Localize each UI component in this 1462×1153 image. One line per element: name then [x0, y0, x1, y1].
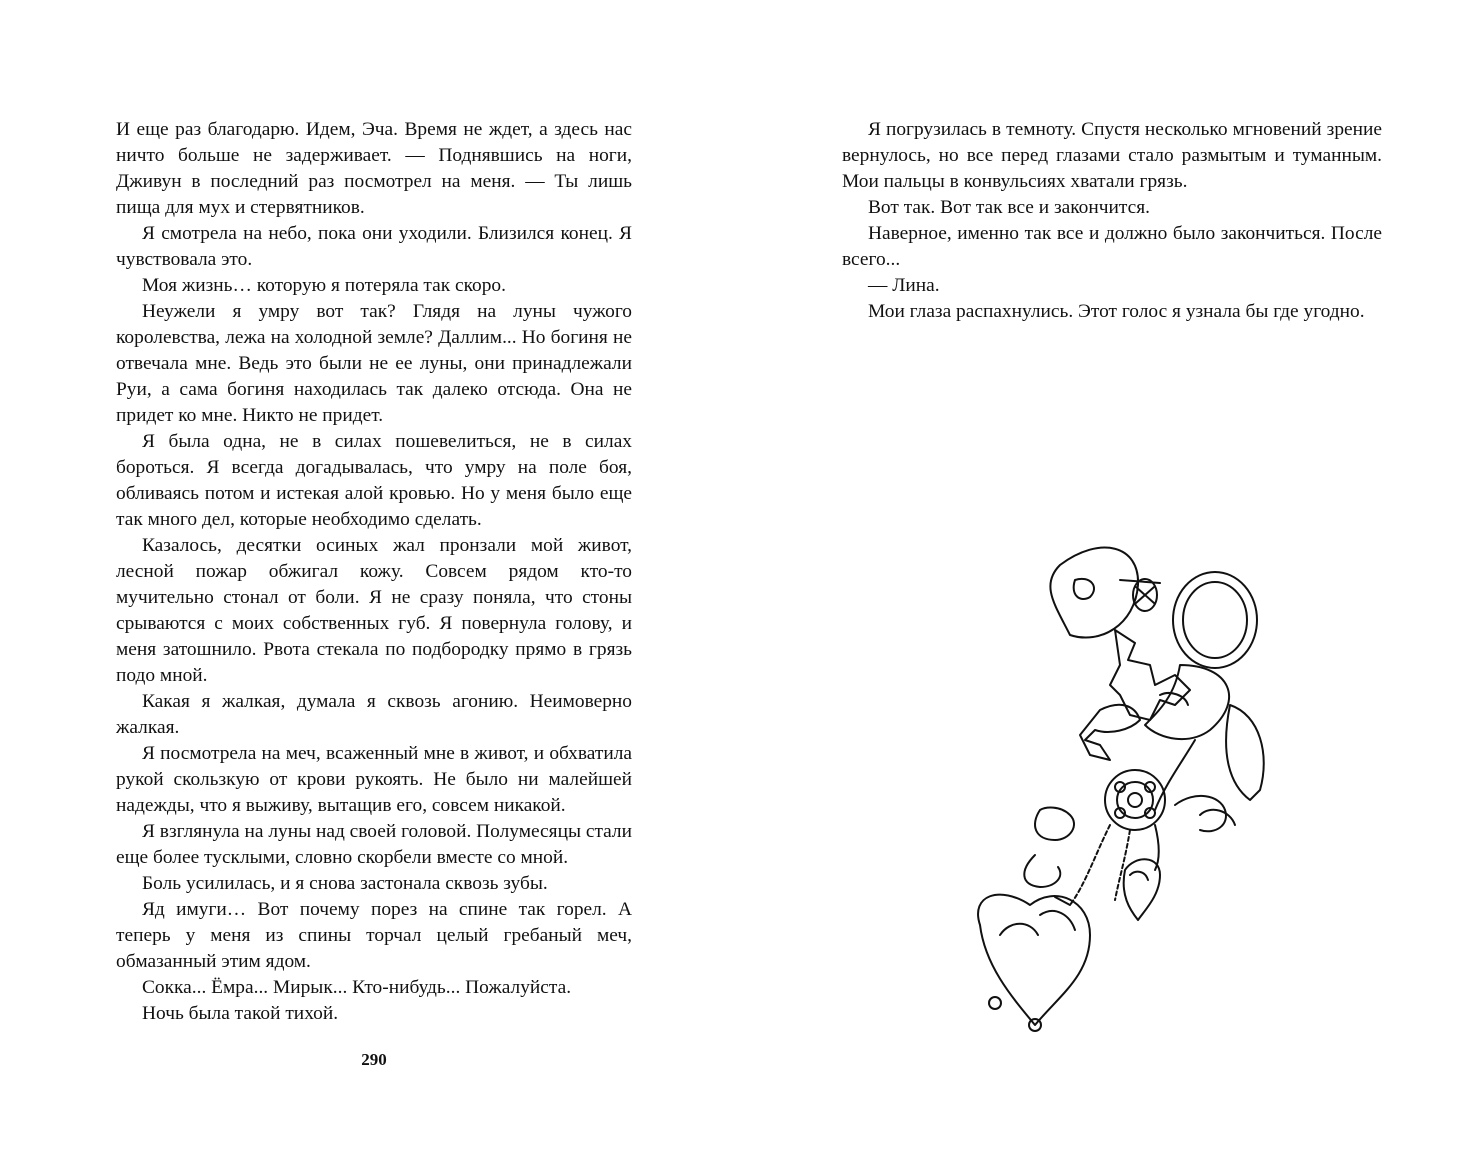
- paragraph: Мои глаза распахнулись. Этот голос я узнала бы где угодно.: [868, 301, 1365, 322]
- paragraph: Я посмотрела на меч, всаженный мне в живот, и обхватила рукой скользкую от крови рукоять. Не было ни малейшей надежды, что я выживу, вытащив его, совсем никакой.: [116, 743, 632, 816]
- paragraph: Боль усилилась, и я снова застонала сквозь зубы.: [142, 873, 548, 894]
- paragraph: Сокка... Ёмра... Мирык... Кто-нибудь... Пожалуйста.: [142, 977, 572, 998]
- paragraph: Неужели я умру вот так? Глядя на луны чужого королевства, лежа на холодной земле? Даллим... Но богиня не отвечала мне. Ведь это были не ее луны, они принадлежали Руи, а сама богиня находилась так далеко отсюда. Она не придет ко мне. Никто не придет.: [116, 301, 632, 426]
- paragraph: Казалось, десятки осиных жал пронзали мой живот, лесной пожар обжигал кожу. Совсем рядом кто-то мучительно стонал от боли. Я не сразу поняла, что стоны срываются с моих собственных губ. Я повернула голову, и меня затошнило. Рвота стекала по подбородку прямо в грязь подо мной.: [116, 535, 632, 686]
- paragraph: — Лина.: [868, 275, 940, 296]
- left-page-text: [116, 117, 632, 1027]
- page-number: 290: [361, 1050, 387, 1069]
- paragraph: Я была одна, не в силах пошевелиться, не в силах бороться. Я всегда догадывалась, что умру на поле боя, обливаясь потом и истекая алой кровью. Но у меня было еще так много дел, которые необходимо сделать.: [116, 431, 632, 530]
- paragraph: Я погрузилась в темноту. Спустя несколько мгновений зрение вернулось, но все перед глазами стало размытым и туманным. Мои пальцы в конвульсиях хватали грязь.: [842, 119, 1382, 192]
- paragraph: Я смотрела на небо, пока они уходили. Близился конец. Я чувствовала это.: [116, 223, 632, 270]
- paragraph: Какая я жалкая, думала я сквозь агонию. Неимоверно жалкая.: [116, 691, 632, 738]
- jewelry-pendant-illustration-icon: [960, 525, 1300, 1035]
- right-page-text: [842, 117, 1382, 325]
- paragraph: Яд имуги… Вот почему порез на спине так горел. А теперь у меня из спины торчал целый гребаный меч, обмазанный этим ядом.: [116, 899, 632, 972]
- paragraph: И еще раз благодарю. Идем, Эча. Время не ждет, а здесь нас ничто больше не задерживает. — Поднявшись на ноги, Дживун в последний раз посмотрел на меня. — Ты лишь пища для мух и стервятников.: [116, 119, 632, 218]
- paragraph: Наверное, именно так все и должно было закончиться. После всего...: [842, 223, 1382, 270]
- paragraph: Я взглянула на луны над своей головой. Полумесяцы стали еще более тусклыми, словно скорбели вместе со мной.: [116, 821, 632, 868]
- paragraph: Моя жизнь… которую я потеряла так скоро.: [142, 275, 506, 296]
- paragraph: Вот так. Вот так все и закончится.: [868, 197, 1150, 218]
- paragraph: Ночь была такой тихой.: [142, 1003, 339, 1024]
